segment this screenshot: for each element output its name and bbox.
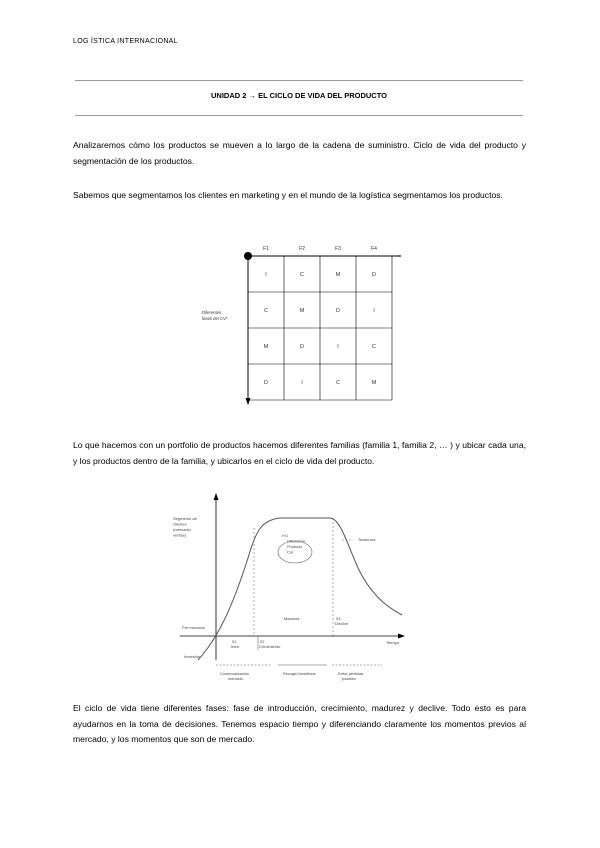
grid-cell-label: C xyxy=(336,380,340,386)
lifecycle-y-label: clientes xyxy=(173,521,187,527)
grid-cell-label: M xyxy=(371,380,377,386)
decline-label: Declive xyxy=(335,621,349,626)
arrow-benefits-label: Recoger beneficios xyxy=(283,672,316,676)
grid-cell-label: M xyxy=(335,272,341,278)
grid-column-header: F3 xyxy=(335,246,341,252)
grid-axis-end-dot xyxy=(399,255,401,257)
grid-cell-label: I xyxy=(265,272,267,278)
arrow-decline-label: Evitar pérdidas xyxy=(338,672,364,676)
rd-bubble-text: Diferenciar xyxy=(287,539,306,544)
grid-column-header: F4 xyxy=(371,246,377,252)
growth-label: Crecimiento xyxy=(259,644,281,649)
title-bottom-rule xyxy=(75,115,523,116)
decline-label: 03 xyxy=(336,616,341,621)
grid-vertical-arrow xyxy=(246,398,251,405)
lifecycle-y-label: (mercado/ xyxy=(173,527,192,532)
grid-cell-label: I xyxy=(337,344,339,350)
grid-cell-label: D xyxy=(372,272,376,278)
grid-cell-label: M xyxy=(263,344,269,350)
premercado-label: Pre mercado xyxy=(182,625,205,630)
lifecycle-x-label: Tiempo xyxy=(386,640,400,645)
rd-bubble-text: Cal xyxy=(287,550,293,555)
segmentation-grid-figure xyxy=(195,238,415,413)
growth-label: 02 xyxy=(260,639,265,644)
title-top-rule xyxy=(75,80,523,81)
paragraph-portfolio: Lo que hacemos con un portfolio de productos hacemos diferentes familias (familia 1, familia 2, … ) y ubicar cada una, y los productos dentro de la familia, y ubicarlos en el ciclo de vida del producto. xyxy=(73,440,526,466)
lifecycle-y-label: ventas) xyxy=(173,532,187,538)
grid-row-label: Diferentes xyxy=(202,310,222,315)
product-lifecycle-figure xyxy=(170,488,420,688)
grid-row-label: fases del CV* xyxy=(202,316,228,321)
lifecycle-y-label: Segmento de xyxy=(173,516,197,521)
grid-cell-label: C xyxy=(264,308,268,314)
rd-bubble-text: I+D xyxy=(282,534,289,538)
grid-cell-label: D xyxy=(336,308,340,314)
curve-tag-label: Tendencia xyxy=(358,538,376,542)
grid-column-header: F1 xyxy=(263,246,269,252)
grid-cell-label: I xyxy=(373,308,375,314)
grid-cell-label: I xyxy=(301,380,303,386)
madurez-label: Madurez xyxy=(284,616,300,621)
grid-cell-label: D xyxy=(300,344,304,350)
document-header: LOG ÍSTICA INTERNACIONAL xyxy=(73,38,178,45)
investment-label: Inversión xyxy=(184,654,201,659)
arrow-decline-label: posibles xyxy=(342,677,356,681)
grid-cell-label: C xyxy=(300,272,304,278)
lifecycle-y-arrow xyxy=(214,493,219,500)
lifecycle-x-arrow xyxy=(398,634,405,639)
grid-cell-label: C xyxy=(372,344,376,350)
arrow-intro-label: mercado xyxy=(228,677,243,681)
grid-origin-dot xyxy=(244,252,252,260)
grid-cell-label: D xyxy=(264,380,268,386)
paragraph-intro: Analizaremos cómo los productos se mueven a lo largo de la cadena de suministro. Ciclo de vida del producto y segmentación de los productos. xyxy=(73,140,526,166)
rd-bubble-text: Producto xyxy=(287,545,303,549)
intro-label: 01 xyxy=(232,639,237,644)
intro-label: Intro xyxy=(231,644,240,649)
arrow-intro-label: Comercialización xyxy=(220,672,249,676)
paragraph-segmentation: Sabemos que segmentamos los clientes en marketing y en el mundo de la logística segmentamos los productos. xyxy=(73,190,503,200)
paragraph-phases: El ciclo de vida tiene diferentes fases: fase de introducción, crecimiento, madurez y declive. Todo esto es para ayudarnos en la toma de decisiones. Tenemos espacio tiempo y diferenciando claramente los momentos previos al mercado, y los momentos que son de mercado. xyxy=(73,703,526,744)
grid-cell-label: M xyxy=(299,308,305,314)
unit-title: UNIDAD 2 → EL CICLO DE VIDA DEL PRODUCTO xyxy=(211,91,387,100)
grid-column-header: F2 xyxy=(299,246,305,252)
